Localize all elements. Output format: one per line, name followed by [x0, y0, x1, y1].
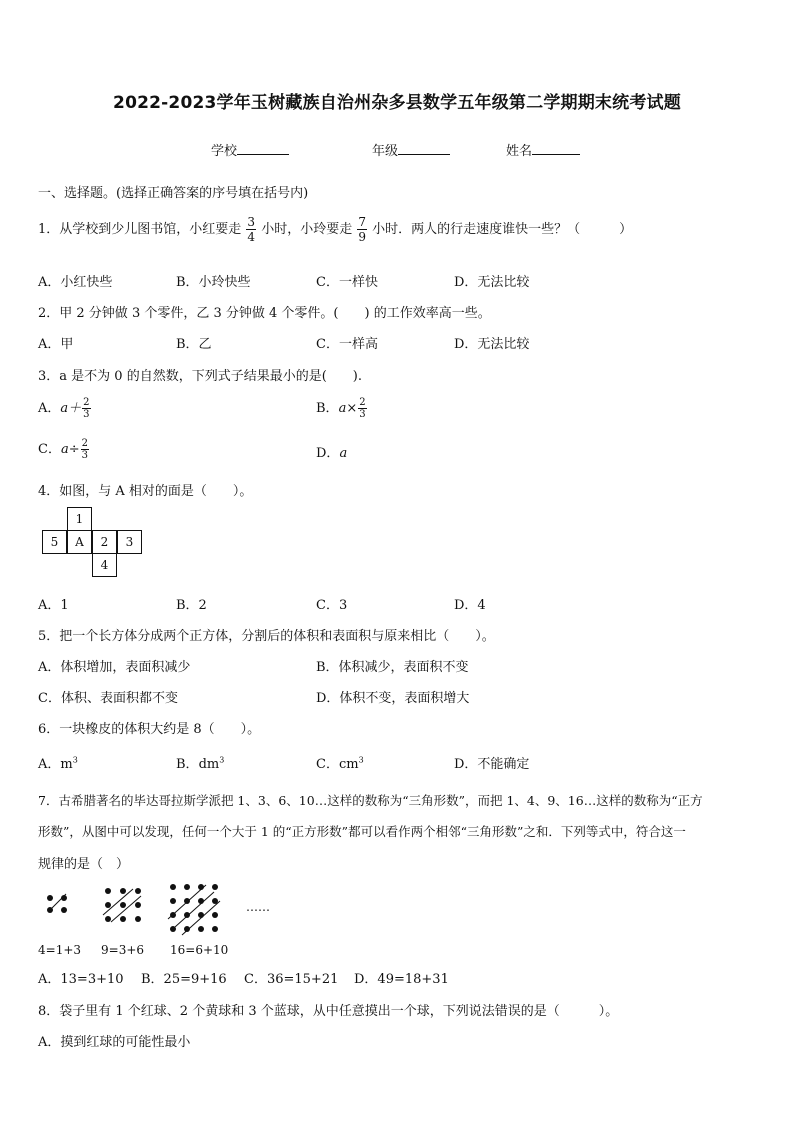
q4-option-c[interactable]: C．3 [316, 598, 348, 613]
diagonal-line [103, 889, 133, 915]
question-7-line-2: 形数”，从图中可以发现，任何一个大于 1 的“正方形数”都可以看作两个相邻“三角形数”之和．下列等式中，符合这一 [38, 824, 686, 839]
q1-text-mid: 小时，小玲要走 [261, 222, 353, 237]
question-8: 8．袋子里有 1 个红球、2 个黄球和 3 个蓝球，从中任意摸出一个球，下列说法错误的是（ ）。 [38, 1004, 619, 1019]
school-label: 学校 [211, 144, 238, 159]
q1-option-b[interactable]: B．小玲快些 [176, 275, 251, 290]
q7-option-b[interactable]: B．25=9+16 [141, 972, 227, 987]
question-4: 4．如图，与 A 相对的面是（ ）。 [38, 484, 253, 499]
diagonal-line [182, 901, 220, 935]
q1-text-suffix: 小时．两人的行走速度谁快一些？（ ） [372, 222, 633, 237]
diagonal-lines [30, 875, 270, 945]
q6-option-a[interactable]: A．$m^3$ [38, 755, 78, 772]
page-title: 2022-2023学年玉树藏族自治州杂多县数学五年级第二学期期末统考试题 [113, 93, 681, 113]
section-heading: 一、选择题。(选择正确答案的序号填在括号内) [38, 186, 309, 201]
net-face-1: 1 [67, 507, 92, 531]
grade-blank[interactable] [398, 142, 450, 155]
q7-option-d[interactable]: D．49=18+31 [354, 972, 449, 987]
q4-option-b[interactable]: B．2 [176, 598, 207, 613]
q4-option-d[interactable]: D．4 [454, 598, 486, 613]
fraction-2-3: $\frac{2}{3}$ [83, 397, 90, 420]
grade-field [372, 142, 450, 160]
diagonal-line [111, 896, 141, 922]
caption-16: 16=6+10 [170, 943, 229, 957]
q7-option-a[interactable]: A．13=3+10 [38, 972, 124, 987]
caption-4: 4=1+3 [38, 943, 82, 957]
fraction-2-3: $\frac{2}{3}$ [359, 397, 366, 420]
q5-option-a[interactable]: A．体积增加，表面积减少 [38, 660, 191, 675]
net-face-5: 5 [42, 530, 67, 554]
question-1 [38, 213, 632, 247]
question-6: 6．一块橡皮的体积大约是 8（ ）。 [38, 722, 261, 737]
q5-option-c[interactable]: C．体积、表面积都不变 [38, 691, 178, 706]
fraction-2-3: $\frac{2}{3}$ [81, 438, 88, 461]
q1-option-a[interactable]: A．小红快些 [38, 275, 113, 290]
ellipsis: …… [246, 900, 270, 914]
q2-option-b[interactable]: B．乙 [176, 337, 212, 352]
q3-option-d[interactable]: D．a [316, 446, 348, 461]
q3-option-a[interactable]: A．a＋ $\frac{2}{3}$ [38, 397, 90, 420]
caption-9: 9=3+6 [101, 943, 145, 957]
q5-option-d[interactable]: D．体积不变，表面积增大 [316, 691, 470, 706]
q3-option-b[interactable]: B．a× $\frac{2}{3}$ [316, 397, 366, 420]
net-face-a: A [67, 530, 92, 554]
q1-text-prefix: 1．从学校到少儿图书馆，小红要走 [38, 222, 242, 237]
q2-option-a[interactable]: A．甲 [38, 337, 74, 352]
question-2: 2．甲 2 分钟做 3 个零件，乙 3 分钟做 4 个零件。( ) 的工作效率高一些。 [38, 306, 491, 321]
question-7-line-1: 7．古希腊著名的毕达哥拉斯学派把 1、3、6、10…这样的数称为“三角形数”，而把 1、4、9、16…这样的数称为“正方 [38, 793, 703, 808]
name-label: 姓名 [506, 144, 533, 159]
q3-option-c[interactable]: C．a÷ $\frac{2}{3}$ [38, 438, 88, 461]
question-7-line-3: 规律的是（ ） [38, 857, 130, 872]
grade-label: 年级 [372, 144, 399, 159]
q2-option-d[interactable]: D．无法比较 [454, 337, 530, 352]
fraction-7-9: $\frac{7}{9}$ [358, 215, 366, 244]
diagonal-line [48, 894, 66, 912]
q4-option-a[interactable]: A．1 [38, 598, 69, 613]
name-blank[interactable] [532, 142, 580, 155]
question-3: 3．a 是不为 0 的自然数，下列式子结果最小的是( ). [38, 369, 362, 384]
fraction-3-4: $\frac{3}{4}$ [247, 215, 256, 244]
net-face-4: 4 [92, 553, 117, 577]
net-face-2: 2 [92, 530, 117, 554]
q1-option-d[interactable]: D．无法比较 [454, 275, 530, 290]
diagonal-line [175, 892, 214, 927]
q6-option-b[interactable]: B．$dm^3$ [176, 755, 225, 772]
q8-option-a[interactable]: A．摸到红球的可能性最小 [38, 1035, 191, 1050]
q6-option-d[interactable]: D．不能确定 [454, 757, 530, 772]
school-field [211, 142, 289, 160]
question-5: 5．把一个长方体分成两个正方体，分割后的体积和表面积与原来相比（ ）。 [38, 629, 495, 644]
diagonal-line [168, 885, 206, 919]
net-face-3: 3 [117, 530, 142, 554]
school-blank[interactable] [237, 142, 289, 155]
q6-option-c[interactable]: C．$cm^3$ [316, 755, 364, 772]
q1-option-c[interactable]: C．一样快 [316, 275, 378, 290]
q7-option-c[interactable]: C．36=15+21 [244, 972, 339, 987]
q2-option-c[interactable]: C．一样高 [316, 337, 378, 352]
name-field [506, 142, 580, 160]
q5-option-b[interactable]: B．体积减少，表面积不变 [316, 660, 469, 675]
